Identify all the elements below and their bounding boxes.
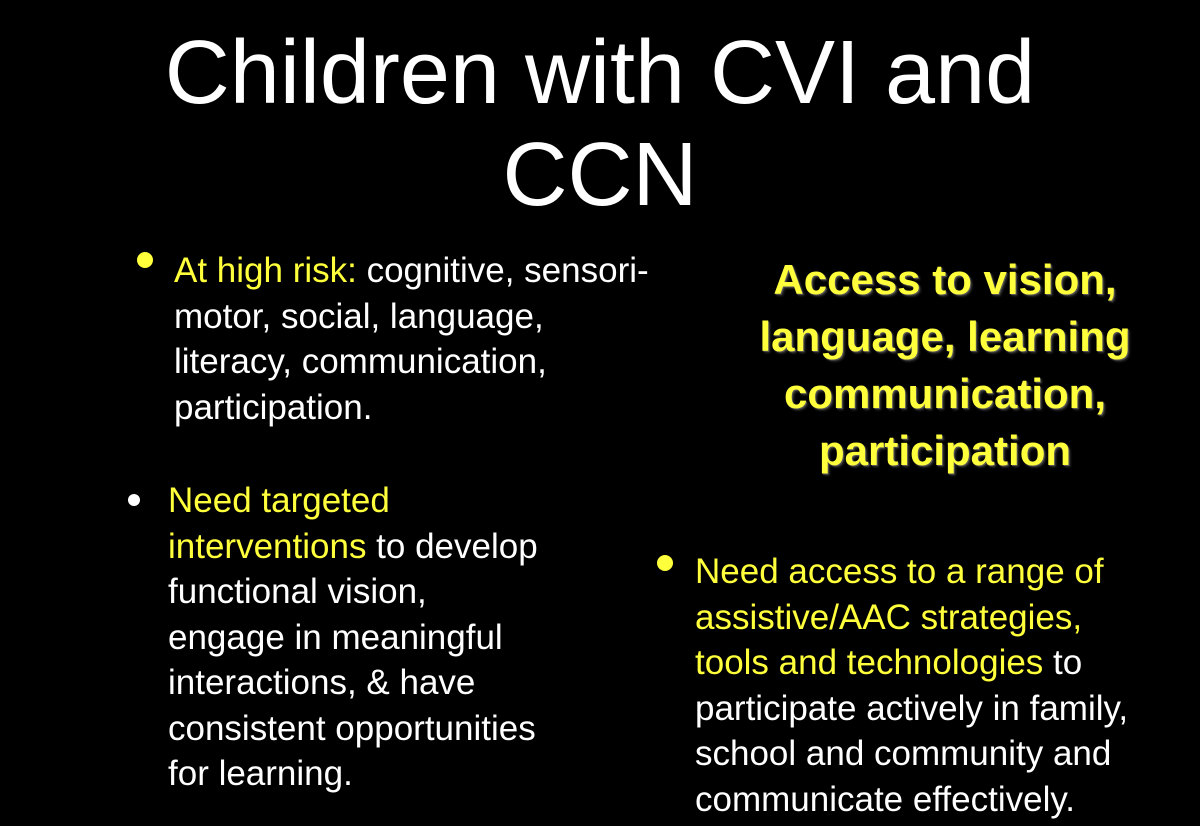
bullet-interventions-line-1: Need targeted	[168, 481, 390, 520]
bullet-assistive-line-6: communicate effectively.	[695, 779, 1075, 819]
bullet-assistive-highlight: tools and technologies	[695, 643, 1044, 682]
bullet-targeted-interventions	[168, 478, 598, 797]
bullet-assistive-line-2: assistive/AAC strategies,	[695, 597, 1083, 637]
bullet-assistive-line-3: to	[1043, 643, 1083, 682]
access-line-3: communication,	[783, 370, 1107, 417]
access-heading	[720, 251, 1170, 479]
bullet-interventions-line-6: consistent opportunities	[168, 708, 536, 748]
bullet-interventions-line-4: engage in meaningful	[168, 617, 503, 657]
bullet-dot-icon	[657, 555, 673, 571]
bullet-assistive-line-4: participate actively in family,	[695, 688, 1129, 728]
slide-title-line-2: CCN	[502, 125, 698, 225]
access-line-2: language, learning	[759, 313, 1131, 360]
bullet-interventions-line-3: functional vision,	[168, 572, 427, 611]
bullet-dot-icon	[137, 252, 153, 268]
bullet-assistive-access	[695, 549, 1175, 822]
bullet-interventions-highlight: interventions	[168, 526, 367, 566]
bullet-high-risk-line-3: literacy, communication,	[174, 342, 547, 381]
bullet-interventions-line-7: for learning.	[168, 754, 353, 793]
bullet-high-risk-line-2: motor, social, language,	[174, 296, 544, 336]
access-line-1: Access to vision,	[773, 256, 1117, 303]
bullet-dot-icon	[128, 494, 140, 506]
bullet-interventions-line-2: to develop	[366, 526, 538, 566]
slide-title	[0, 22, 1200, 226]
bullet-assistive-line-1: Need access to a range of	[695, 552, 1104, 591]
slide-title-line-1: Children with CVI and	[164, 23, 1036, 123]
bullet-high-risk-line-4: participation.	[174, 387, 373, 427]
bullet-high-risk-lead: At high risk:	[174, 251, 357, 290]
bullet-assistive-line-5: school and community and	[695, 734, 1112, 773]
access-line-4: participation	[818, 427, 1072, 474]
bullet-interventions-line-5: interactions, & have	[168, 663, 476, 702]
bullet-high-risk-text: cognitive, sensori-	[356, 251, 649, 290]
bullet-high-risk	[174, 248, 714, 430]
